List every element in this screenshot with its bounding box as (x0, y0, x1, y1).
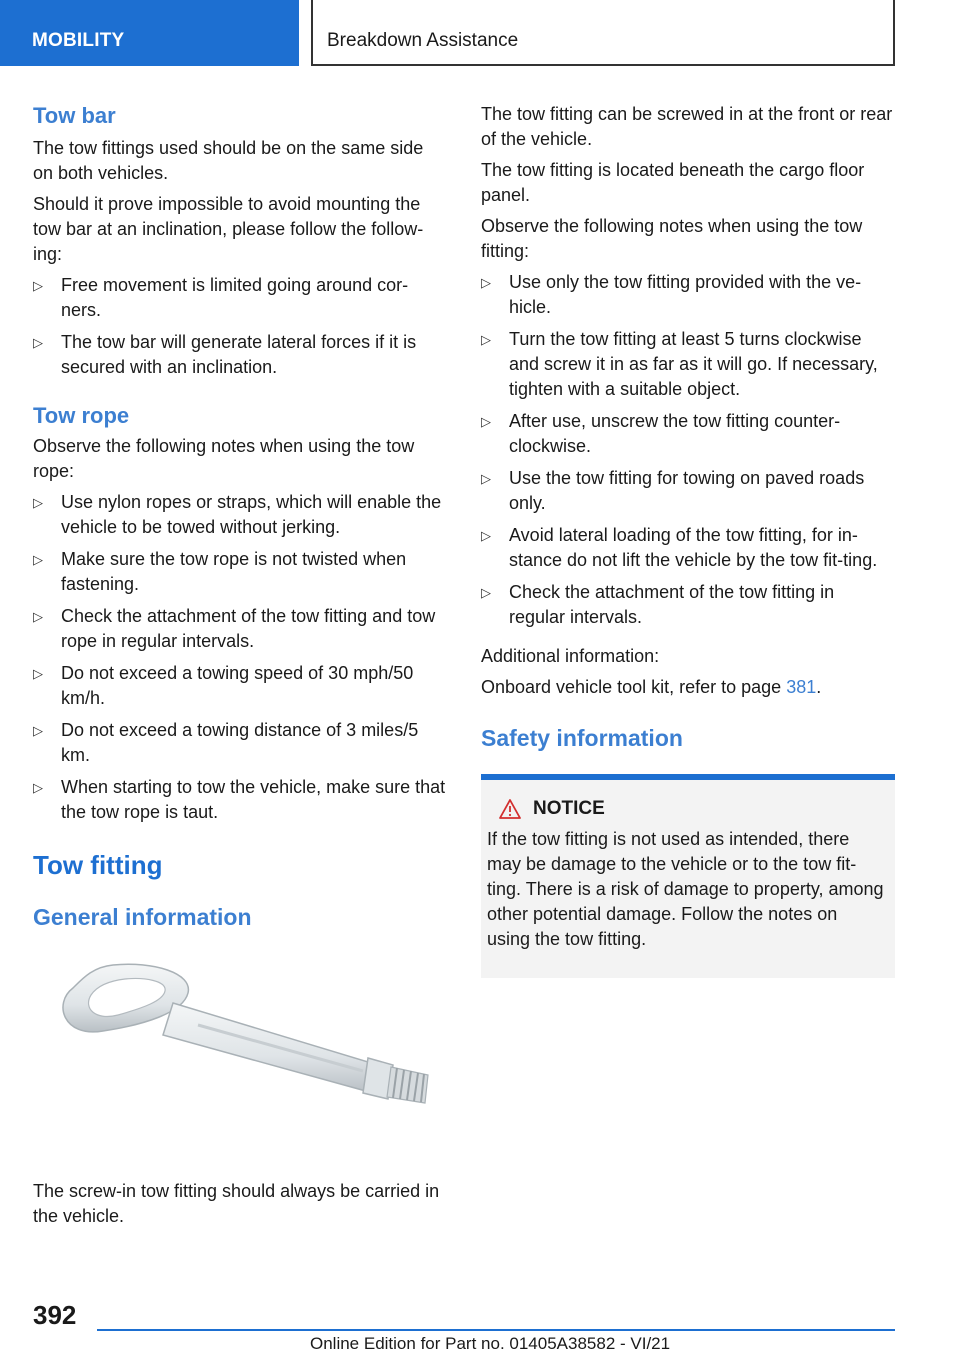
safety-information-heading: Safety information (481, 725, 683, 751)
tow-bar-paragraph-1: The tow fittings used should be on the same side on both vehicles. (33, 138, 424, 183)
warning-triangle-icon (499, 799, 521, 819)
right-column (481, 102, 895, 978)
list-item: ▷ Make sure the tow rope is not twisted when fastening. (33, 549, 407, 594)
page-number: 392 (33, 1300, 77, 1330)
list-item: ▷ Use the tow fitting for towing on paved roads only. (481, 468, 865, 513)
list-item: ▷ Avoid lateral loading of the tow fitting, for in-stance do not lift the vehicle by the tow fit-ting. (481, 525, 878, 570)
triangle-right-icon: ▷ (33, 666, 43, 681)
triangle-right-icon: ▷ (33, 552, 43, 567)
list-item: ▷ Do not exceed a towing speed of 30 mph/50 km/h. (33, 663, 414, 708)
tow-rope-heading: Tow rope (33, 403, 130, 428)
right-paragraph-2: The tow fitting is located beneath the cargo floor panel. (481, 160, 865, 205)
list-item: ▷ Check the attachment of the tow fitting in regular intervals. (481, 582, 835, 627)
tow-rope-list (33, 490, 448, 825)
footer-rule (97, 1329, 895, 1331)
triangle-right-icon: ▷ (481, 471, 491, 486)
tow-fitting-illustration (33, 953, 448, 1163)
list-item: ▷ Free movement is limited going around cor-ners. (33, 275, 409, 320)
triangle-right-icon: ▷ (33, 723, 43, 738)
tow-fitting-list (481, 270, 895, 630)
triangle-right-icon: ▷ (33, 609, 43, 624)
list-item: ▷ The tow bar will generate lateral forces if it is secured with an inclination. (33, 332, 417, 377)
page-link[interactable]: 381 (786, 677, 817, 697)
triangle-right-icon: ▷ (33, 495, 43, 510)
additional-information: Additional information: (481, 646, 660, 666)
triangle-right-icon: ▷ (481, 585, 491, 600)
tow-fitting-heading: Tow fitting (33, 850, 163, 880)
triangle-right-icon: ▷ (481, 528, 491, 543)
notice-box (481, 780, 895, 978)
list-item: ▷ Use only the tow fitting provided with the ve-hicle. (481, 272, 862, 317)
triangle-right-icon: ▷ (33, 780, 43, 795)
triangle-right-icon: ▷ (33, 278, 43, 293)
tow-fitting-caption: The screw-in tow fitting should always be carried in the vehicle. (33, 1181, 440, 1226)
list-item: ▷ Check the attachment of the tow fitting and tow rope in regular intervals. (33, 606, 436, 651)
toolkit-reference: Onboard vehicle tool kit, refer to page 381. (481, 677, 822, 697)
tow-bar-list (33, 273, 448, 380)
triangle-right-icon: ▷ (481, 414, 491, 429)
triangle-right-icon: ▷ (33, 335, 43, 350)
list-item: ▷ Turn the tow fitting at least 5 turns clockwise and screw it in as far as it will go. If necessary, tighten with a suitable object. (481, 329, 878, 399)
tow-bar-heading: Tow bar (33, 103, 116, 128)
list-item: ▷ When starting to tow the vehicle, make sure that the tow rope is taut. (33, 777, 446, 822)
right-paragraph-1: The tow fitting can be screwed in at the front or rear of the vehicle. (481, 104, 893, 149)
list-item: ▷ Do not exceed a towing distance of 3 miles/5 km. (33, 720, 419, 765)
tow-bar-paragraph-2: Should it prove impossible to avoid mounting the tow bar at an inclination, please follow the follow-ing: (33, 194, 424, 264)
general-information-heading: General information (33, 904, 252, 930)
tow-fitting-image (33, 953, 448, 1163)
left-column (33, 102, 448, 1235)
notice-text: If the tow fitting is not used as intended, there may be damage to the vehicle or to the tow fit-ting. There is a risk of damage to property, among other potential damage. Follow the notes on using the tow fitting. (487, 829, 884, 949)
right-paragraph-3: Observe the following notes when using the tow fitting: (481, 216, 863, 261)
list-item: ▷ Use nylon ropes or straps, which will enable the vehicle to be towed without jerking. (33, 492, 442, 537)
triangle-right-icon: ▷ (481, 332, 491, 347)
list-item: ▷ After use, unscrew the tow fitting counter-clockwise. (481, 411, 841, 456)
notice-title: NOTICE (487, 796, 885, 821)
triangle-right-icon: ▷ (481, 275, 491, 290)
chapter-title: Breakdown Assistance (311, 0, 895, 66)
footer-edition: Online Edition for Part no. 01405A38582 - VI/21 (310, 1334, 671, 1353)
section-tab[interactable]: MOBILITY (0, 0, 299, 66)
tow-rope-paragraph: Observe the following notes when using the tow rope: (33, 436, 415, 481)
